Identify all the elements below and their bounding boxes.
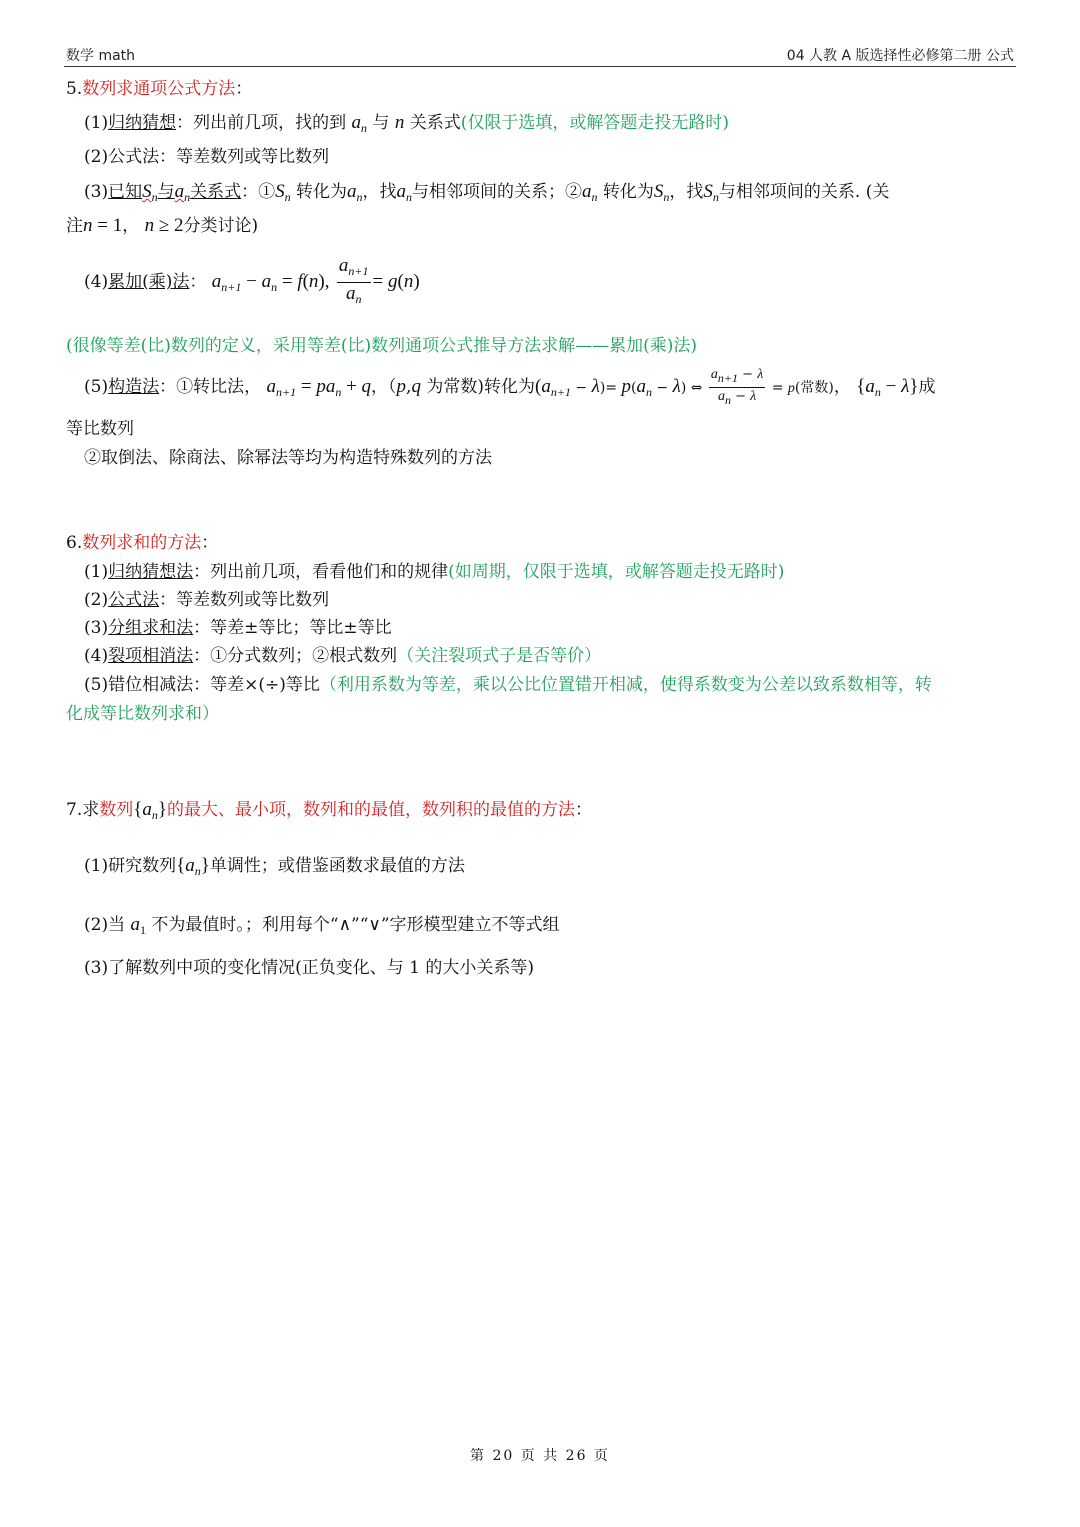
header-book-title: 04 人教 A 版选择性必修第二册 公式	[786, 48, 1014, 64]
section-7-title: 的最大、最小项，数列和的最值，数列积的最值的方法	[166, 800, 575, 820]
s7-item-3: (3)了解数列中项的变化情况(正负变化、与 1 的大小关系等)	[84, 958, 534, 978]
hint-note: (仅限于选填，或解答题走投无路时)	[460, 113, 729, 133]
formula-sum: $a_{n+1} - a_n = f(n)$,	[211, 271, 330, 294]
s5-item-4: (4)累加(乘)法： $a_{n+1} - a_n = f(n)$, $\frac{a_{n+1}}{a_n}$ = g(n)	[84, 255, 420, 312]
s7-item-1: (1)研究数列$\{a_n\}$单调性；或借鉴函数求最值的方法	[84, 855, 465, 878]
section-7-heading: 7.求数列$\{a_n\}$的最大、最小项，数列和的最值，数列积的最值的方法：	[66, 799, 592, 822]
s5-item-2: (2)公式法：等差数列或等比数列	[84, 147, 330, 167]
s6-item-2: (2)公式法：等差数列或等比数列	[84, 590, 330, 610]
s5-item-5: (5)构造法：①转比法， $a_{n+1} = pa_n + q$，（p,q 为常数)转化为$(a_{n+1} - \lambda)= p(a_n - \lambda)$ ⇔ $\frac{a_{n+1} - \lambda}{a_n - \lambda}$ = p(常数)， $\{a_n - \lambda\}$成	[84, 367, 936, 407]
s7-item-2: (2)当 $a_1$ 不为最值时。；利用每个“∧”“∨”字形模型建立不等式组	[84, 914, 560, 937]
formula-product: $\frac{a_{n+1}}{a_n}$	[338, 255, 369, 306]
header-subject: 数学 math	[66, 48, 136, 64]
header-divider	[64, 66, 1016, 67]
page-number: 第 20 页 共 26 页	[470, 1448, 610, 1464]
s5-item-1: (1)归纳猜想：列出前几项，找的到 $a_n$ 与 n 关系式(仅限于选填，或解答题走投无路时)	[84, 112, 729, 135]
s6-item-4: (4)裂项相消法：①分式数列；②根式数列（关注裂项式子是否等价）	[84, 646, 602, 666]
s6-item-3: (3)分组求和法：等差±等比；等比±等比	[84, 618, 392, 638]
section-5-title: 数列求通项公式方法	[82, 79, 236, 99]
s5-item-3: (3)已知$S_n$与$a_n$关系式：$①S_n$ 转化为$a_n$，找$a_n$与相邻项间的关系；$②a_n$ 转化为$S_n$，找$S_n$与相邻项间的关系. (关	[84, 181, 890, 204]
s5-item-3-cont: 注n = 1， n ≥ 2分类讨论)	[66, 215, 259, 236]
section-6-heading: 6.数列求和的方法：	[66, 533, 219, 553]
s5-note: (很像等差(比)数列的定义，采用等差(比)数列通项公式推导方法求解——累加(乘)法)	[66, 336, 698, 356]
method-name: 归纳猜想	[108, 113, 177, 133]
s5-item-5-sub: ②取倒法、除商法、除幂法等均为构造特殊数列的方法	[84, 448, 492, 468]
s5-item-5-cont: 等比数列	[66, 419, 134, 439]
ratio-formula: $\frac{a_{n+1} - \lambda}{a_n - \lambda}$	[710, 367, 764, 407]
s6-item-1: (1)归纳猜想法：列出前几项，看看他们和的规律(如周期，仅限于选填，或解答题走投无路时)	[84, 562, 785, 582]
s6-item-5-cont: 化成等比数列求和）	[66, 704, 219, 724]
section-5-heading: 5.数列求通项公式方法：	[66, 79, 253, 99]
s6-item-5: (5)错位相减法：等差×(÷)等比（利用系数为等差，乘以公比位置错开相减，使得系数变为公差以致系数相等，转	[84, 675, 932, 695]
section-6-title: 数列求和的方法	[82, 533, 202, 553]
